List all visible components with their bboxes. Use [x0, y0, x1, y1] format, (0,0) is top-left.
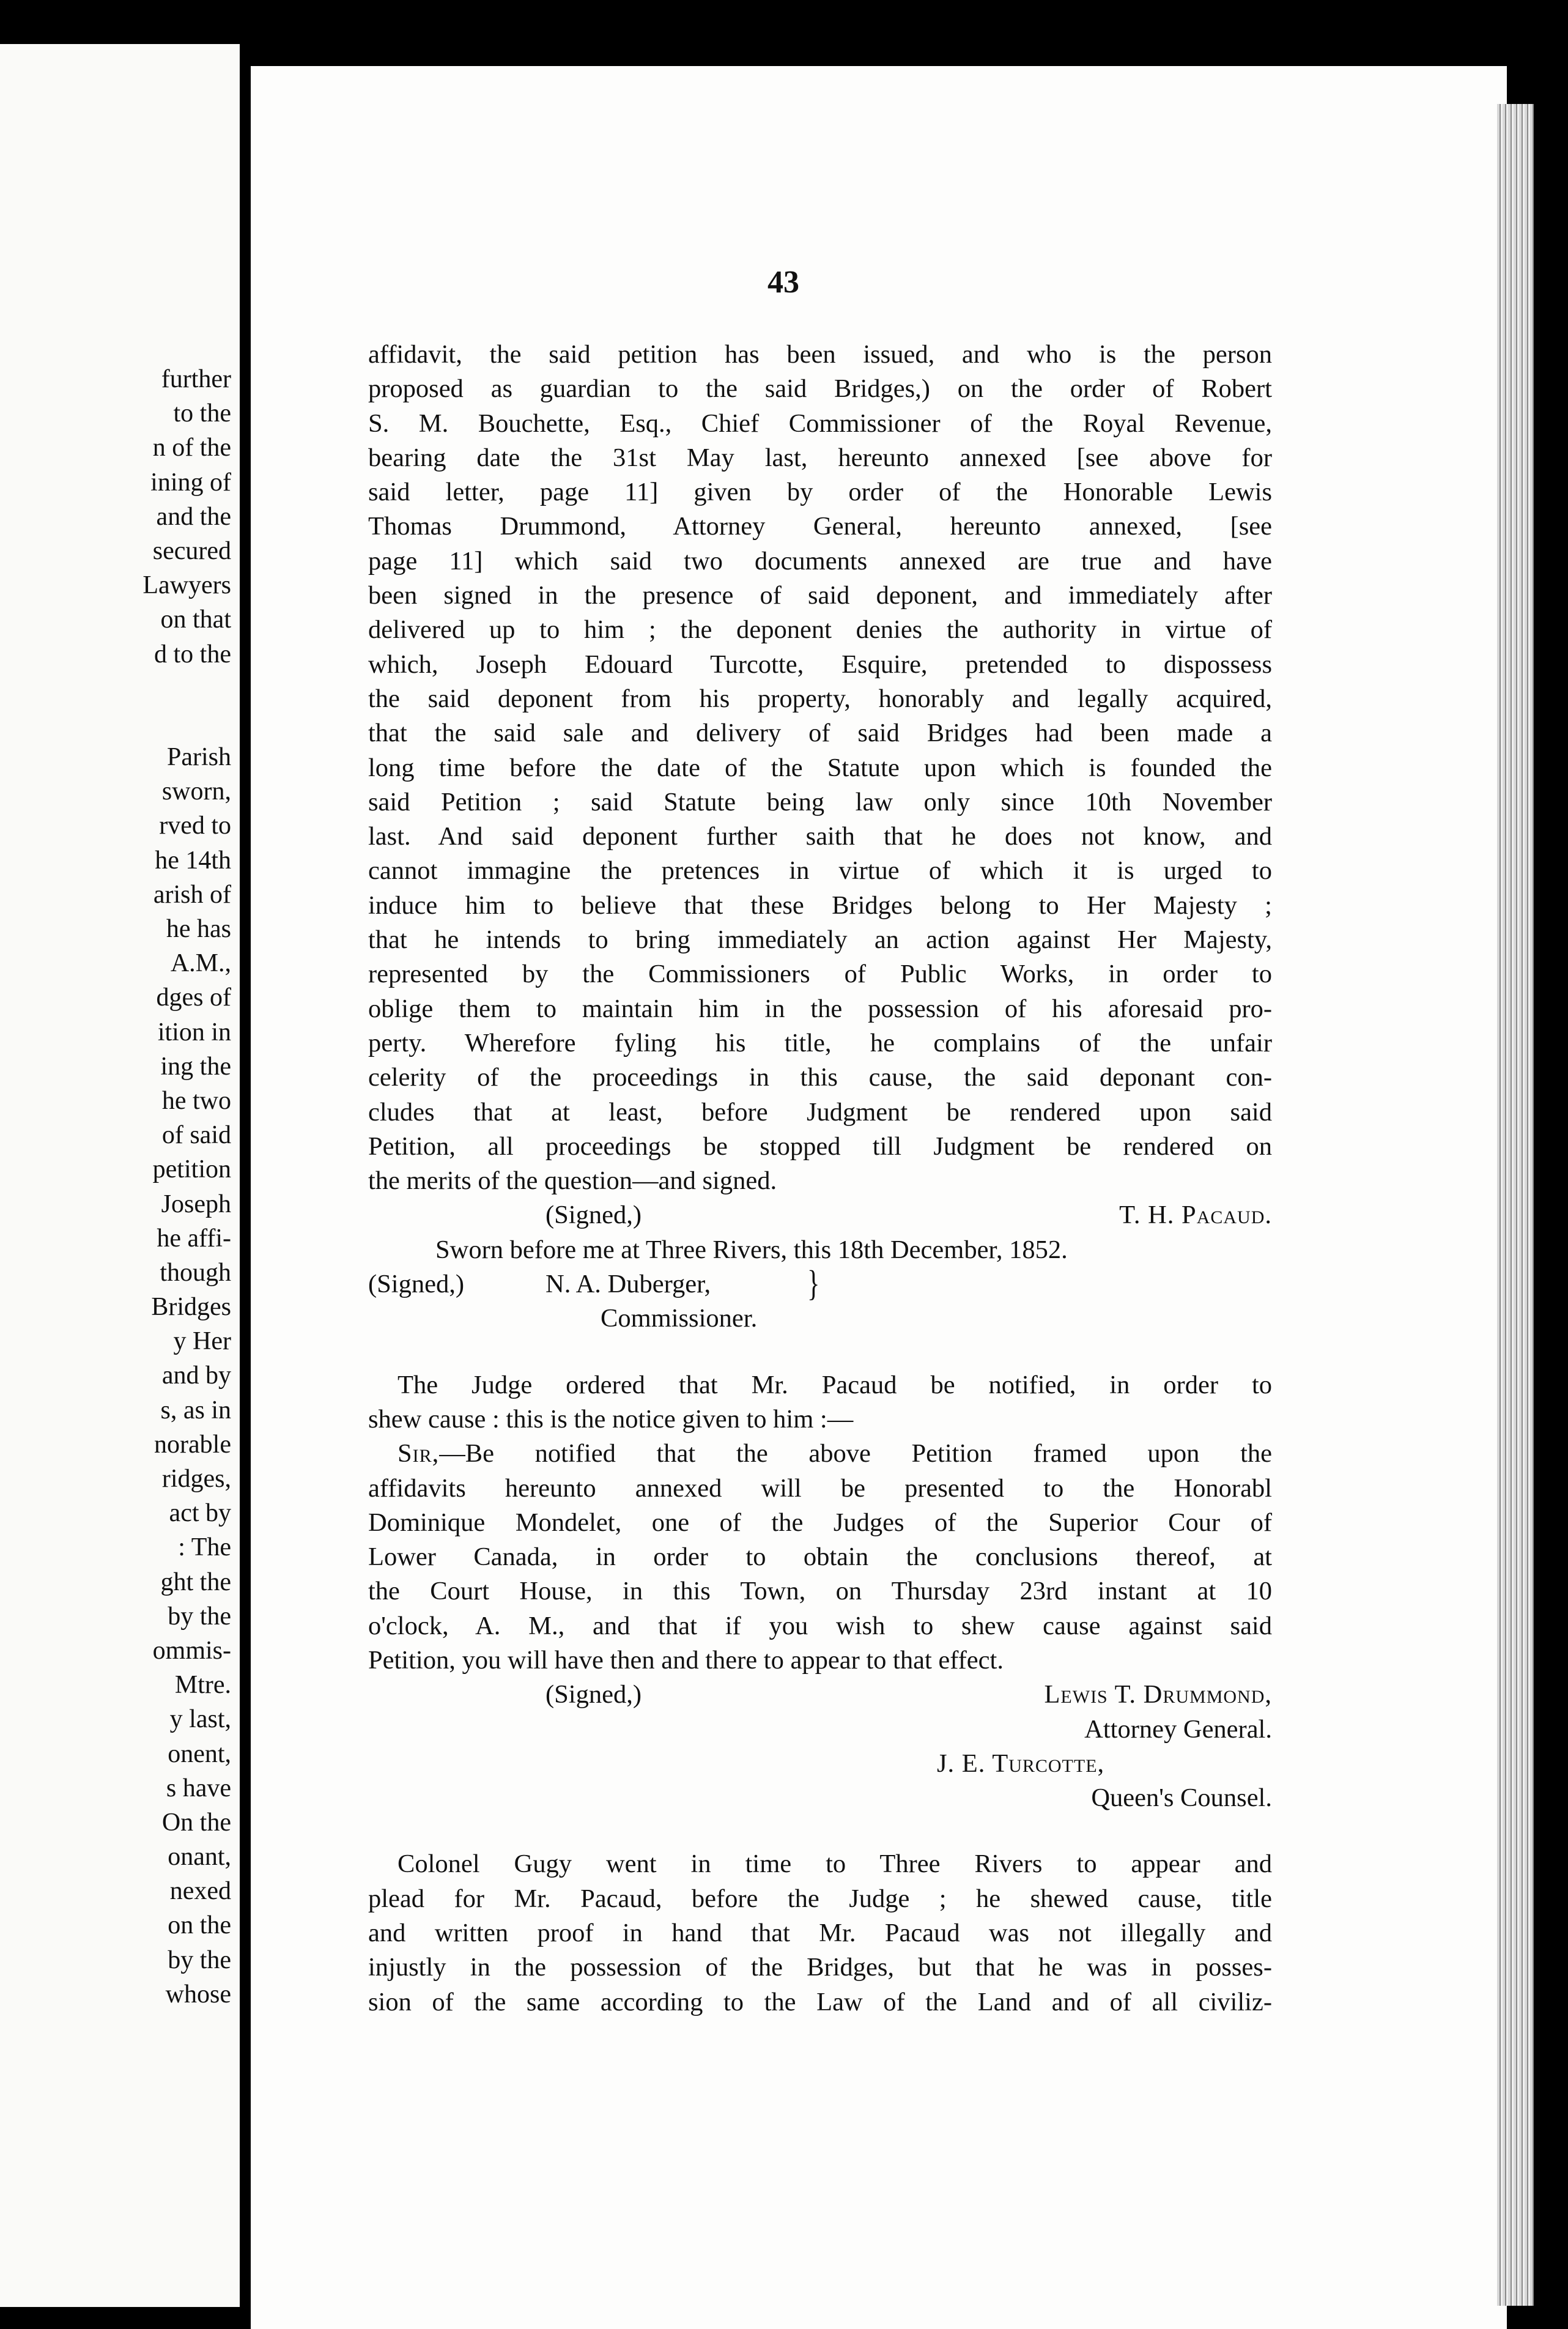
- notice-paragraph: [368, 1437, 1272, 1678]
- fragment-line: ition in: [157, 1018, 231, 1046]
- page-edge: [1497, 104, 1534, 2306]
- notice-first-line: [368, 1437, 1272, 1471]
- commissioner-block: [368, 1264, 1272, 1305]
- text-line: S. M. Bouchette, Esq., Chief Commissioner of the Royal Revenue,: [368, 409, 1272, 438]
- text-line: said letter, page 11] given by order of the Honorable Lewis: [368, 478, 1272, 507]
- fragment-line: though: [160, 1258, 231, 1287]
- gugy-paragraph: [368, 1847, 1272, 2019]
- text-line: shew cause : this is the notice given to him :—: [368, 1404, 854, 1434]
- judge-order-paragraph: [368, 1368, 1272, 1437]
- fragment-line: further: [161, 365, 231, 393]
- affidavit-paragraph: [368, 338, 1272, 1198]
- fragment-line: and by: [161, 1361, 231, 1390]
- fragment-line: sworn,: [161, 777, 231, 806]
- page-number: 43: [767, 265, 799, 300]
- sworn-line: [368, 1233, 1272, 1267]
- fragment-line: : The: [178, 1533, 231, 1562]
- text-line: delivered up to him ; the deponent denies the authority in virtue of: [368, 615, 1272, 645]
- fragment-line: s, as in: [160, 1396, 231, 1424]
- text-line: perty. Wherefore fyling his title, he complains of the unfair: [368, 1028, 1272, 1057]
- fragment-line: ining of: [150, 468, 231, 497]
- text-line: Thomas Drummond, Attorney General, hereunto annexed, [see: [368, 512, 1272, 541]
- text-line: cannot immagine the pretences in virtue of which it is urged to: [368, 856, 1272, 886]
- signer-title-row: [368, 1713, 1272, 1747]
- fragment-line: to the: [173, 399, 231, 428]
- fragment-line: he two: [161, 1086, 231, 1115]
- fragment-line: Bridges: [151, 1293, 231, 1322]
- text-line: the said deponent from his property, honorably and legally acquired,: [368, 684, 1272, 713]
- text-line: oblige them to maintain him in the possession of his aforesaid pro-: [368, 994, 1272, 1023]
- fragment-line: rved to: [159, 812, 231, 840]
- signed-label: (Signed,): [545, 1680, 642, 1709]
- text-line: The Judge ordered that Mr. Pacaud be notified, in order to: [398, 1370, 1272, 1399]
- fragment-line: secured: [152, 536, 231, 565]
- text-line: said Petition ; said Statute being law only since 10th November: [368, 787, 1272, 816]
- notice-line: the Court House, in this Town, on Thursday 23rd instant at 10: [368, 1577, 1272, 1606]
- commissioner-name: N. A. Duberger,: [545, 1270, 711, 1299]
- text-line: the merits of the question—and signed.: [368, 1166, 777, 1196]
- fragment-line: d to the: [154, 640, 231, 668]
- fragment-line: ridges,: [161, 1465, 231, 1493]
- text-line: Petition, all proceedings be stopped till Judgment be rendered on: [368, 1131, 1272, 1161]
- fragment-line: onant,: [168, 1843, 231, 1872]
- notice-line: Dominique Mondelet, one of the Judges of the Superior Cour of: [368, 1508, 1272, 1537]
- text-line: plead for Mr. Pacaud, before the Judge ; he shewed cause, title: [368, 1884, 1272, 1913]
- text-line: Colonel Gugy went in time to Three Rivers to appear and: [398, 1850, 1272, 1879]
- text-line: that he intends to bring immediately an action against Her Majesty,: [368, 925, 1272, 955]
- fragment-line: dges of: [156, 983, 231, 1012]
- text-line: which, Joseph Edouard Turcotte, Esquire, pretended to dispossess: [368, 650, 1272, 679]
- fragment-line: petition: [152, 1155, 231, 1184]
- notice-line: affidavits hereunto annexed will be presented to the Honorabl: [368, 1473, 1272, 1503]
- signer-title-row: [368, 1781, 1272, 1815]
- text-line: last. And said deponent further saith that he does not know, and: [368, 822, 1272, 851]
- fragment-line: by the: [168, 1602, 231, 1631]
- signed-label: (Signed,): [368, 1270, 464, 1299]
- fragment-line: whose: [165, 1980, 231, 2009]
- fragment-line: Parish: [167, 743, 231, 772]
- signer-name: Lewis T. Drummond,: [1044, 1680, 1272, 1709]
- text-line: induce him to believe that these Bridges belong to Her Majesty ;: [368, 891, 1272, 920]
- sworn-text: Sworn before me at Three Rivers, this 18th December, 1852.: [435, 1235, 1068, 1264]
- text-line: and written proof in hand that Mr. Pacaud was not illegally and: [368, 1919, 1272, 1948]
- notice-line: Lower Canada, in order to obtain the conclusions thereof, at: [368, 1542, 1272, 1572]
- signature-drummond: [368, 1678, 1272, 1712]
- text-line: bearing date the 31st May last, hereunto annexed [see above for: [368, 443, 1272, 472]
- fragment-line: arish of: [153, 880, 231, 909]
- notice-line: —Be notified that the above Petition framed upon the: [439, 1439, 1272, 1468]
- fragment-line: he affi-: [157, 1224, 231, 1253]
- text-line: been signed in the presence of said deponent, and immediately after: [368, 581, 1272, 610]
- fragment-line: Joseph: [161, 1190, 231, 1218]
- text-line: represented by the Commissioners of Public Works, in order to: [368, 960, 1272, 989]
- signed-label: (Signed,): [545, 1201, 642, 1230]
- fragment-line: Mtre.: [174, 1671, 231, 1700]
- fragment-line: on the: [168, 1911, 231, 1940]
- previous-page-fragment: [0, 44, 240, 2307]
- signature-pacaud: [368, 1198, 1272, 1232]
- notice-line: Petition, you will have then and there to appear to that effect.: [368, 1645, 1004, 1675]
- text-line: cludes that at least, before Judgment be rendered upon said: [368, 1097, 1272, 1127]
- fragment-line: On the: [161, 1808, 231, 1837]
- fragment-line: act by: [169, 1499, 231, 1528]
- commissioner-title-row: [368, 1302, 1272, 1336]
- fragment-line: norable: [154, 1430, 231, 1459]
- fragment-line: nexed: [169, 1877, 231, 1906]
- signer-title: Queen's Counsel.: [1091, 1783, 1272, 1813]
- commissioner-title: Commissioner.: [601, 1304, 758, 1333]
- page-body: [368, 338, 1272, 2020]
- text-line: long time before the date of the Statute upon which is founded the: [368, 753, 1272, 782]
- fragment-line: Lawyers: [142, 571, 231, 600]
- notice-salutation: Sir,: [398, 1439, 440, 1468]
- text-line: proposed as guardian to the said Bridges,) on the order of Robert: [368, 374, 1272, 404]
- text-line: sion of the same according to the Law of the Land and of all civiliz-: [368, 1987, 1272, 2016]
- fragment-line: he 14th: [155, 846, 231, 875]
- fragment-line: by the: [168, 1946, 231, 1974]
- signer-title: Attorney General.: [1084, 1714, 1272, 1744]
- text-line: that the said sale and delivery of said Bridges had been made a: [368, 719, 1272, 748]
- fragment-line: he has: [166, 915, 231, 943]
- fragment-line: y Her: [173, 1327, 231, 1356]
- text-line: injustly in the possession of the Bridges, but that he was in posses-: [368, 1953, 1272, 1982]
- notice-line: o'clock, A. M., and that if you wish to shew cause against said: [368, 1611, 1272, 1640]
- text-line: affidavit, the said petition has been issued, and who is the person: [368, 340, 1272, 369]
- fragment-line: ght the: [160, 1568, 231, 1596]
- fragment-line: y last,: [169, 1705, 231, 1734]
- fragment-line: onent,: [168, 1739, 231, 1768]
- fragment-line: n of the: [152, 434, 231, 462]
- fragment-line: and the: [156, 502, 231, 531]
- text-line: page 11] which said two documents annexed are true and have: [368, 546, 1272, 576]
- signer-name: J. E. Turcotte,: [937, 1749, 1105, 1778]
- fragment-line: ommis-: [152, 1636, 231, 1665]
- text-line: celerity of the proceedings in this cause, the said deponant con-: [368, 1063, 1272, 1092]
- previous-page-text: [142, 362, 231, 2012]
- signer-name: T. H. Pacaud.: [1119, 1201, 1272, 1230]
- fragment-line: A.M.,: [170, 949, 231, 978]
- signature-turcotte: [368, 1747, 1272, 1781]
- fragment-line: on that: [160, 605, 231, 634]
- fragment-line: of said: [161, 1121, 231, 1150]
- fragment-line: s have: [166, 1774, 231, 1802]
- fragment-line: ing the: [160, 1052, 231, 1081]
- brace-glyph: }: [807, 1264, 820, 1305]
